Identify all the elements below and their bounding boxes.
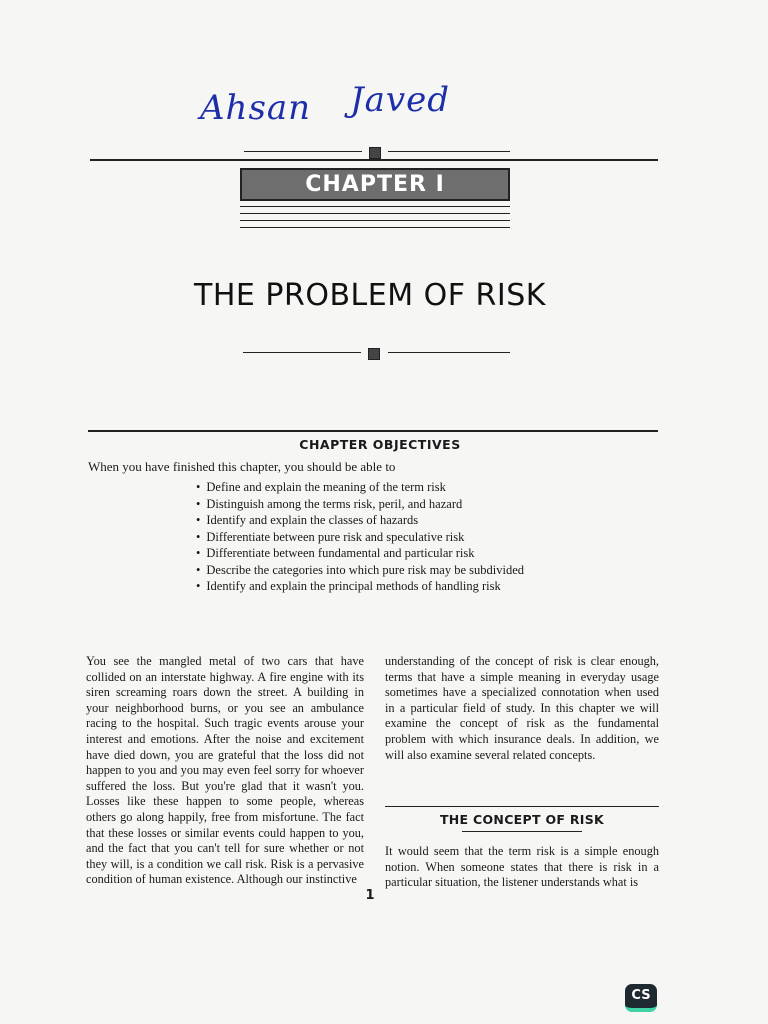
- body-left-column: You see the mangled metal of two cars that have collided on an interstate highway. A fire engine with its siren screaming roars down the street. A building in your neighborhood burns, or you see an ambulance racing to the hospital. Such tragic events arouse your interest and emotions. After the noise and excitement have died down, you are grateful that the loss did not happen to you and you may even feel sorry for whoever suffered the loss. But you're glad that it wasn't you. Losses like these happen to some people, whereas others go along happily, free from misfortune. The fact that these losses or similar events could happen to you, and the fact that you can't tell for sure whether or not they will, is a condition we call risk. Risk is a pervasive condition of human existence. Although our instinctive: [86, 654, 364, 887]
- objective-item: • Describe the categories into which pure risk may be subdivided: [196, 562, 524, 579]
- objective-item: • Define and explain the meaning of the term risk: [196, 479, 524, 496]
- top-ornament-icon: [369, 147, 381, 159]
- title-rule-left: [243, 352, 361, 353]
- title-ornament-icon: [368, 348, 380, 360]
- objectives-top-rule: [88, 430, 658, 432]
- objectives-list: [196, 479, 524, 595]
- camscanner-logo-icon: CS: [625, 984, 657, 1012]
- signature-last-name: Javed: [350, 80, 450, 120]
- concept-heading: THE CONCEPT OF RISK: [439, 812, 605, 827]
- objective-item: • Distinguish among the terms risk, peril, and hazard: [196, 496, 524, 513]
- objective-item: • Identify and explain the classes of hazards: [196, 512, 524, 529]
- body-right-column: understanding of the concept of risk is clear enough, terms that have a simple meaning in everyday usage sometimes have a specialized connotation when used in a particular field of study. In this chapter we will examine the concept of risk as the fundamental problem with which insurance deals. In addition, we will also examine several related concepts.: [385, 654, 659, 762]
- chapter-underline-4: [240, 227, 510, 228]
- top-short-rule-right: [388, 151, 510, 152]
- chapter-underline-2: [240, 213, 510, 214]
- concept-top-rule: [385, 806, 659, 807]
- objective-item: • Differentiate between pure risk and speculative risk: [196, 529, 524, 546]
- chapter-underline-3: [240, 220, 510, 221]
- signature-first-name: Ahsan: [200, 88, 312, 128]
- objectives-intro: When you have finished this chapter, you should be able to: [88, 459, 396, 474]
- chapter-label: CHAPTER I: [240, 168, 510, 201]
- top-full-rule: [90, 159, 658, 161]
- chapter-title: THE PROBLEM OF RISK: [194, 278, 546, 313]
- objective-item: • Identify and explain the principal methods of handling risk: [196, 578, 524, 595]
- title-rule-right: [388, 352, 510, 353]
- top-short-rule-left: [244, 151, 362, 152]
- chapter-underline-1: [240, 206, 510, 207]
- objectives-heading: CHAPTER OBJECTIVES: [299, 437, 461, 452]
- handwritten-signature: [200, 78, 500, 148]
- objective-item: • Differentiate between fundamental and particular risk: [196, 545, 524, 562]
- concept-paragraph: It would seem that the term risk is a simple enough notion. When someone states that there is risk in a particular situation, the listener understands what is: [385, 844, 659, 890]
- concept-underline: [462, 831, 582, 832]
- page-number: 1: [365, 888, 375, 903]
